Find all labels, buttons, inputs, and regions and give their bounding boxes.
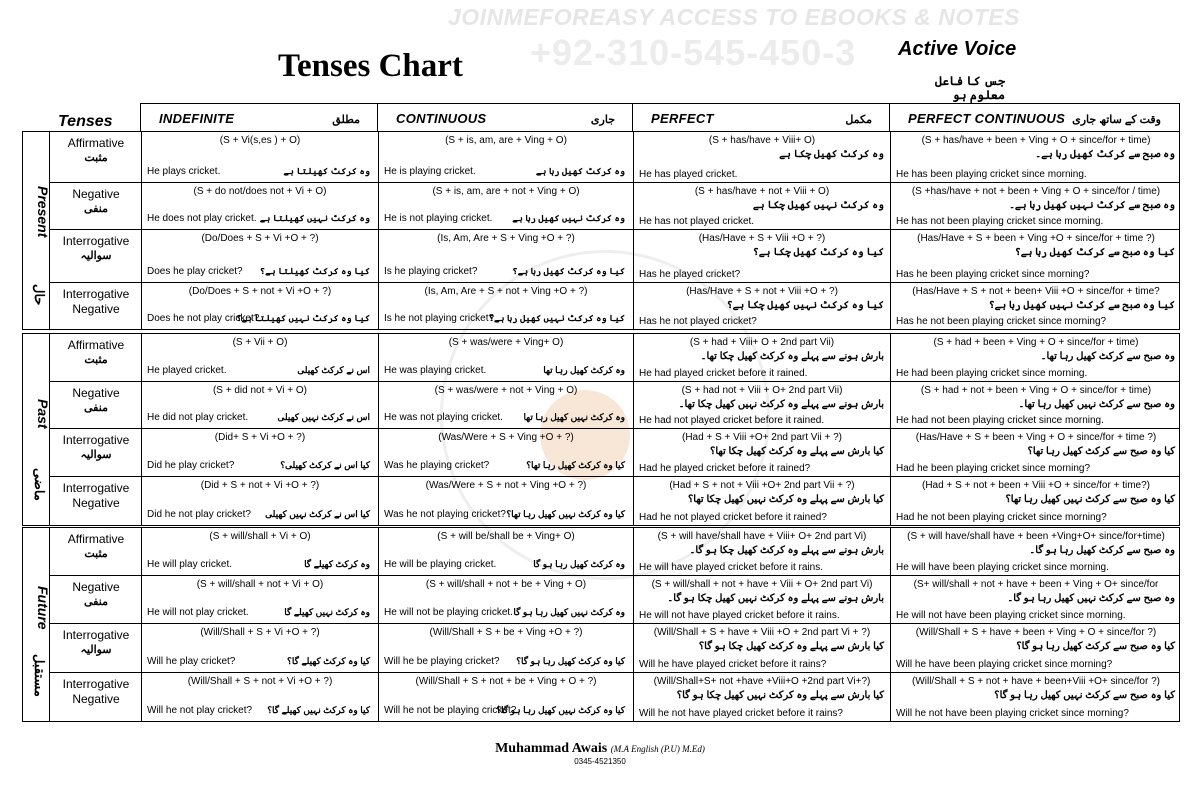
- tense-cell: [141, 283, 378, 329]
- example-urdu: وہ کرکٹ نہیں کھیل رہا ہے: [512, 213, 625, 223]
- sentence-type-label: Interrogative Negative: [62, 677, 130, 706]
- watermark-text: JOINMEFOREASY ACCESS TO EBOOKS & NOTES: [448, 4, 1020, 30]
- sentence-type: [49, 673, 142, 721]
- example-sentence: He has not played cricket.: [639, 216, 755, 227]
- formula: (Will/Shall + S + be + Ving +O + ?): [429, 627, 583, 638]
- tense-group-urdu: ماضی: [32, 468, 47, 501]
- column-header-urdu: مطلق: [332, 114, 360, 126]
- formula: (S + is, am, are + Ving + O): [445, 135, 567, 146]
- tense-cell: [141, 183, 378, 229]
- sentence-type-label: Negative: [72, 580, 120, 594]
- tense-cell: [633, 334, 890, 381]
- example-urdu: وہ صبح سے کرکٹ نہیں کھیل رہا تھا۔: [1018, 399, 1175, 410]
- tense-cell: [141, 528, 378, 575]
- formula: (Will/Shall + S + not + be + Ving + O + ?): [415, 676, 597, 687]
- example-sentence: Will he have been playing cricket since morning?: [896, 659, 1113, 670]
- example-urdu: وہ صبح سے کرکٹ نہیں کھیل رہا ہے۔: [1009, 200, 1175, 211]
- sentence-type: [49, 334, 142, 381]
- tense-cell: [890, 183, 1181, 229]
- sentence-type-label: Negative: [72, 187, 120, 201]
- tense-cell: [141, 132, 378, 182]
- author-name: Muhammad Awais: [495, 741, 608, 756]
- tense-cell: [378, 283, 633, 329]
- example-sentence: Had he not played cricket before it rained?: [639, 512, 827, 523]
- column-header-urdu: جاری: [590, 114, 615, 126]
- example-sentence: He will play cricket.: [147, 559, 233, 570]
- tense-block-future: [22, 527, 1180, 722]
- sentence-type-label: Affirmative: [67, 338, 125, 352]
- example-sentence: He did not play cricket.: [147, 412, 249, 423]
- formula: (Was/Were + S + Ving +O + ?): [438, 432, 574, 443]
- formula: (Will/Shall + S + not + have + been+Viii +O+ since/for ?): [911, 676, 1160, 687]
- tense-cell: [378, 429, 633, 476]
- table-row: [49, 381, 1179, 428]
- example-sentence: Was he not playing cricket?: [384, 509, 506, 520]
- formula: (S + is, am, are + not + Ving + O): [432, 186, 580, 197]
- tense-cell: [378, 132, 633, 182]
- example-urdu: وہ کرکٹ نہیں کھیل چکا ہے: [752, 200, 884, 211]
- example-sentence: He will not play cricket.: [147, 607, 249, 618]
- page-title: Tenses Chart: [278, 48, 463, 84]
- example-urdu: کیا وہ کرکٹ کھیل رہا تھا؟: [526, 460, 625, 470]
- example-urdu: اس نے کرکٹ نہیں کھیلی: [277, 412, 370, 422]
- tense-group-label: [23, 528, 49, 721]
- tense-cell: [378, 334, 633, 381]
- sentence-type-label: Affirmative: [67, 532, 125, 546]
- sentence-type-label: Interrogative Negative: [62, 481, 130, 510]
- tense-cell: [378, 477, 633, 525]
- example-sentence: He was playing cricket.: [384, 365, 487, 376]
- example-sentence: He will be playing cricket.: [384, 559, 497, 570]
- example-urdu: کیا وہ کرکٹ کھیل چکا ہے؟: [752, 247, 884, 258]
- formula: (Will/Shall + S + Vi +O + ?): [200, 627, 320, 638]
- column-header-1: [377, 103, 633, 131]
- sentence-type: [49, 132, 142, 182]
- table-row: [49, 672, 1179, 721]
- example-sentence: Had he been playing cricket since morning?: [896, 463, 1090, 474]
- formula: (Was/Were + S + not + Ving +O + ?): [425, 480, 587, 491]
- sentence-type-urdu: مثبت: [84, 152, 108, 164]
- formula: (S + will be/shall be + Ving+ O): [437, 531, 575, 542]
- tense-cell: [378, 183, 633, 229]
- formula: (S + was/were + not + Ving + O): [434, 385, 578, 396]
- example-urdu: بارش ہونے سے پہلے وہ کرکٹ نہیں کھیل چکا تھا۔: [678, 399, 884, 410]
- tense-cell: [633, 429, 890, 476]
- table-row: [49, 476, 1179, 525]
- example-sentence: He was not playing cricket.: [384, 412, 503, 423]
- tense-cell: [378, 673, 633, 721]
- sentence-type: [49, 283, 142, 329]
- tense-cell: [890, 624, 1181, 672]
- tense-cell: [633, 230, 890, 282]
- tense-cell: [378, 230, 633, 282]
- example-sentence: He played cricket.: [147, 365, 227, 376]
- example-urdu: کیا وہ کرکٹ نہیں کھیلتا ہے؟: [236, 313, 370, 323]
- voice-heading: Active Voice: [898, 38, 1017, 60]
- formula: (Will/Shall + S + not + Vi +O + ?): [187, 676, 333, 687]
- sentence-type: [49, 382, 142, 428]
- tense-cell: [633, 624, 890, 672]
- example-urdu: کیا وہ کرکٹ کھیل رہا ہو گا؟: [516, 656, 625, 666]
- example-urdu: وہ کرکٹ کھیلتا ہے: [283, 166, 370, 176]
- example-sentence: He has been playing cricket since morning.: [896, 169, 1087, 180]
- tense-cell: [633, 183, 890, 229]
- sentence-type-label: Interrogative Negative: [62, 287, 130, 316]
- tense-cell: [141, 673, 378, 721]
- example-urdu: وہ کرکٹ نہیں کھیلے گا: [284, 607, 370, 617]
- example-sentence: Has he been playing cricket since morning?: [896, 269, 1090, 280]
- formula: (S + do not/does not + Vi + O): [193, 186, 327, 197]
- example-urdu: وہ صبح سے کرکٹ کھیل رہا ہے۔: [1035, 149, 1175, 160]
- example-sentence: Is he playing cricket?: [384, 266, 478, 277]
- formula: (Has/Have + S + not + Viii +O + ?): [686, 286, 838, 297]
- tense-cell: [141, 230, 378, 282]
- sentence-type: [49, 183, 142, 229]
- tense-cell: [890, 132, 1181, 182]
- sentence-type: [49, 230, 142, 282]
- example-urdu: وہ کرکٹ نہیں کھیل رہا تھا: [523, 412, 625, 422]
- example-sentence: Was he playing cricket?: [384, 460, 490, 471]
- formula: (S + had + not + been + Ving + O + since/for + time): [920, 385, 1152, 396]
- tense-group-label: [23, 132, 49, 329]
- tense-cell: [633, 528, 890, 575]
- example-urdu: کیا وہ کرکٹ نہیں کھیل رہا ہے؟: [488, 313, 625, 323]
- column-header-2: [632, 103, 890, 131]
- tense-group-urdu: حال: [32, 283, 47, 305]
- example-sentence: Will he not be playing cricket?: [384, 705, 517, 716]
- example-urdu: کیا بارش سے پہلے وہ کرکٹ نہیں کھیل چکا ہو گا؟: [676, 690, 884, 701]
- formula: (Has/Have + S + been + Ving + O + since/for + time ?): [915, 432, 1157, 443]
- formula: (Had + S + not + been + Viii +O + since/for + time?): [922, 480, 1150, 491]
- tense-block-present: [22, 131, 1180, 330]
- example-sentence: He had played cricket before it rained.: [639, 368, 808, 379]
- tense-group-label: [23, 334, 49, 525]
- column-header-0: [140, 103, 378, 131]
- formula: (S + had + been + Ving + O + since/for + time): [933, 337, 1139, 348]
- example-sentence: Does he play cricket?: [147, 266, 243, 277]
- formula: (S + has/have + Viii+ O): [708, 135, 816, 146]
- formula: (S + will/shall + not + have + Viii + O+ 2nd part Vi): [651, 579, 873, 590]
- example-sentence: Did he play cricket?: [147, 460, 235, 471]
- tense-cell: [141, 334, 378, 381]
- example-urdu: بارش ہونے سے پہلے وہ کرکٹ کھیل چکا ہو گا۔: [689, 545, 884, 556]
- tense-cell: [890, 382, 1181, 428]
- example-urdu: بارش ہونے سے پہلے وہ کرکٹ کھیل چکا تھا۔: [700, 351, 884, 362]
- formula: (Has/Have + S + Viii +O + ?): [698, 233, 826, 244]
- example-sentence: Has he not been playing cricket since morning?: [896, 316, 1107, 327]
- example-urdu: وہ کرکٹ نہیں کھیل رہا ہو گا: [513, 607, 625, 617]
- table-row: [49, 334, 1179, 381]
- example-urdu: کیا وہ کرکٹ کھیلتا ہے؟: [259, 266, 370, 276]
- tense-group-name: Past: [35, 399, 51, 429]
- table-row: [49, 528, 1179, 575]
- example-sentence: Does he not play cricket?: [147, 313, 260, 324]
- tense-cell: [141, 382, 378, 428]
- example-urdu: کیا بارش سے پہلے وہ کرکٹ کھیل چکا تھا؟: [710, 446, 884, 457]
- tense-cell: [141, 576, 378, 623]
- example-urdu: وہ صبح سے کرکٹ کھیل رہا تھا۔: [1040, 351, 1175, 362]
- example-urdu: کیا اس نے کرکٹ نہیں کھیلی: [265, 509, 370, 519]
- table-row: [49, 428, 1179, 476]
- example-urdu: کیا وہ کرکٹ نہیں کھیل رہا ہو گا؟: [496, 705, 625, 715]
- formula: (Had + S + not + Viii +O+ 2nd part Vii + ?): [669, 480, 855, 491]
- sentence-type-label: Affirmative: [67, 136, 125, 150]
- example-urdu: کیا وہ صبح سے کرکٹ کھیل رہا ہو گا؟: [1016, 641, 1175, 652]
- example-sentence: Did he not play cricket?: [147, 509, 251, 520]
- formula: (Did+ S + Vi +O + ?): [214, 432, 306, 443]
- table-row: [49, 132, 1179, 182]
- example-urdu: کیا اس نے کرکٹ کھیلی؟: [280, 460, 370, 470]
- example-urdu: بارش ہونے سے پہلے وہ کرکٹ نہیں کھیل چکا ہو گا۔: [667, 593, 884, 604]
- tense-cell: [141, 477, 378, 525]
- example-urdu: کیا بارش سے پہلے وہ کرکٹ کھیل چکا ہو گا؟: [698, 641, 884, 652]
- formula: (S + will have/shall have + been +Ving+O+ since/for+time): [907, 531, 1165, 542]
- formula: (S + was/were + Ving+ O): [448, 337, 564, 348]
- example-urdu: کیا وہ صبح سے کرکٹ کھیل رہا ہے؟: [1014, 247, 1175, 258]
- formula: (S + had + Viii+ O + 2nd part Vii): [689, 337, 835, 348]
- sentence-type-urdu: سوالیہ: [80, 250, 112, 262]
- example-sentence: Will he play cricket?: [147, 656, 236, 667]
- tense-group-name: Present: [35, 186, 51, 238]
- formula: (S + did not + Vi + O): [212, 385, 308, 396]
- example-sentence: He had not played cricket before it rained.: [639, 415, 825, 426]
- formula: (Has/Have + S + not + been+ Viii +O + since/for + time?: [912, 286, 1160, 297]
- example-urdu: وہ کرکٹ کھیل رہا ہے: [535, 166, 625, 176]
- tense-cell: [633, 477, 890, 525]
- tense-cell: [633, 132, 890, 182]
- formula: (Has/Have + S + been + Ving +O + since/for + time ?): [917, 233, 1155, 244]
- formula: (S + will/shall + not + Vi + O): [196, 579, 324, 590]
- example-urdu: کیا بارش سے پہلے وہ کرکٹ نہیں کھیل چکا تھا؟: [687, 494, 884, 505]
- example-urdu: وہ کرکٹ کھیل چکا ہے: [779, 149, 884, 160]
- formula: (S + has/have + been + Ving + O + since/for + time): [921, 135, 1151, 146]
- example-sentence: Will he not have been playing cricket since morning?: [896, 708, 1129, 719]
- tense-block-past: [22, 333, 1180, 526]
- example-sentence: He will have played cricket before it rains.: [639, 562, 823, 573]
- sentence-type-urdu: مثبت: [84, 354, 108, 366]
- example-urdu: وہ کرکٹ کھیلے گا: [304, 559, 370, 569]
- example-sentence: He plays cricket.: [147, 166, 221, 177]
- tense-cell: [378, 576, 633, 623]
- formula: (S + has/have + not + Viii + O): [694, 186, 830, 197]
- example-sentence: He will not have played cricket before it rains.: [639, 610, 840, 621]
- sentence-type-urdu: مثبت: [84, 548, 108, 560]
- sentence-type-urdu: منفی: [84, 402, 108, 414]
- tense-cell: [890, 429, 1181, 476]
- formula: (Had + S + Viii +O+ 2nd part Vii + ?): [682, 432, 842, 443]
- sentence-type: [49, 624, 142, 672]
- sentence-type: [49, 477, 142, 525]
- example-sentence: He had not been playing cricket since morning.: [896, 415, 1104, 426]
- sentence-type-urdu: سوالیہ: [80, 644, 112, 656]
- formula: (S + will/shall + Vi + O): [209, 531, 311, 542]
- table-row: [49, 282, 1179, 329]
- voice-heading-urdu: جس کا فاعل معلوم ہو: [935, 74, 1005, 102]
- author-line: [0, 741, 1200, 757]
- tense-cell: [378, 624, 633, 672]
- column-header-label: PERFECT: [651, 111, 714, 126]
- example-urdu: کیا وہ کرکٹ نہیں کھیل چکا ہے؟: [726, 300, 884, 311]
- table-row: [49, 623, 1179, 672]
- formula: (S + Vii + O): [232, 337, 288, 348]
- example-urdu: کیا وہ کرکٹ کھیلے گا؟: [287, 656, 370, 666]
- example-urdu: وہ صبح سے کرکٹ نہیں کھیل رہا ہو گا۔: [1007, 593, 1175, 604]
- example-sentence: Will he not have played cricket before it rains?: [639, 708, 843, 719]
- sentence-type: [49, 576, 142, 623]
- table-row: [49, 575, 1179, 623]
- tense-group-urdu: مستقبل: [32, 654, 47, 697]
- sentence-type-label: Negative: [72, 386, 120, 400]
- formula: (Will/Shall + S + have + Viii +O + 2nd part Vi + ?): [653, 627, 871, 638]
- formula: (S +has/have + not + been + Ving + O + since/for / time): [911, 186, 1161, 197]
- sentence-type-urdu: سوالیہ: [80, 449, 112, 461]
- example-urdu: وہ کرکٹ کھیل رہا تھا: [543, 365, 625, 375]
- example-sentence: Has he not played cricket?: [639, 316, 757, 327]
- tense-cell: [633, 673, 890, 721]
- author-degree: (M.A English (P.U) M.Ed): [610, 744, 705, 754]
- column-header-3: [889, 103, 1180, 131]
- formula: (Is, Am, Are + S + Ving +O + ?): [437, 233, 575, 244]
- tense-cell: [141, 624, 378, 672]
- example-urdu: کیا وہ صبح سے کرکٹ نہیں کھیل رہا تھا؟: [1005, 494, 1175, 505]
- formula: (S+ will/shall + not + have + been + Ving + O+ since/for: [913, 579, 1159, 590]
- tense-cell: [378, 528, 633, 575]
- formula: (S + had not + Viii + O+ 2nd part Vii): [681, 385, 843, 396]
- tense-group-name: Future: [35, 586, 51, 630]
- formula: (Do/Does + S + Vi +O + ?): [201, 233, 319, 244]
- tense-cell: [890, 673, 1181, 721]
- tense-cell: [141, 429, 378, 476]
- example-urdu: کیا وہ کرکٹ نہیں کھیلے گا؟: [267, 705, 370, 715]
- example-sentence: He will not have been playing cricket since morning.: [896, 610, 1126, 621]
- watermark-phone: +92-310-545-450-3: [530, 32, 857, 73]
- tense-cell: [890, 576, 1181, 623]
- tense-cell: [378, 382, 633, 428]
- tense-cell: [633, 382, 890, 428]
- tense-cell: [890, 477, 1181, 525]
- example-sentence: Had he not been playing cricket since morning?: [896, 512, 1107, 523]
- example-sentence: Will he be playing cricket?: [384, 656, 500, 667]
- example-sentence: Had he played cricket before it rained?: [639, 463, 811, 474]
- sentence-type-label: Interrogative: [62, 433, 130, 447]
- sentence-type-urdu: منفی: [84, 596, 108, 608]
- formula: (Did + S + not + Vi +O + ?): [200, 480, 320, 491]
- example-urdu: کیا وہ کرکٹ نہیں کھیل رہا تھا؟: [506, 509, 625, 519]
- sentence-type-label: Interrogative: [62, 234, 130, 248]
- example-urdu: کیا وہ کرکٹ کھیل رہا ہے؟: [512, 266, 625, 276]
- author-phone: 0345-4521350: [574, 757, 626, 766]
- example-sentence: Is he not playing cricket?: [384, 313, 495, 324]
- example-urdu: کیا وہ صبح سے کرکٹ کھیل رہا تھا؟: [1027, 446, 1175, 457]
- column-header-label: CONTINUOUS: [396, 111, 487, 126]
- column-header-urdu: مکمل: [845, 114, 872, 126]
- example-sentence: Will he not play cricket?: [147, 705, 253, 716]
- tense-cell: [890, 283, 1181, 329]
- example-urdu: وہ کرکٹ کھیل رہا ہو گا: [533, 559, 625, 569]
- example-sentence: He is not playing cricket.: [384, 213, 493, 224]
- formula: (S + Vi(s,es ) + O): [219, 135, 301, 146]
- column-header-label: PERFECT CONTINUOUS: [908, 111, 1066, 126]
- example-sentence: He has not been playing cricket since morning.: [896, 216, 1104, 227]
- example-sentence: He will not be playing cricket.: [384, 607, 513, 618]
- column-header-urdu: وقت کے ساتھ جاری: [1072, 114, 1161, 126]
- column-header-label: INDEFINITE: [159, 111, 235, 126]
- example-sentence: He had been playing cricket since morning.: [896, 368, 1088, 379]
- tense-cell: [633, 576, 890, 623]
- example-urdu: کیا وہ صبح سے کرکٹ نہیں کھیل رہا ہو گا؟: [994, 690, 1175, 701]
- tense-cell: [633, 283, 890, 329]
- formula: (Will/Shall+S+ not +have +Viii+O +2nd part Vi+?): [653, 676, 871, 687]
- example-sentence: He has played cricket.: [639, 169, 738, 180]
- example-urdu: وہ صبح سے کرکٹ کھیل رہا ہو گا۔: [1029, 545, 1175, 556]
- example-sentence: He is playing cricket.: [384, 166, 476, 177]
- formula: (Do/Does + S + not + Vi +O + ?): [188, 286, 332, 297]
- tense-cell: [890, 230, 1181, 282]
- example-sentence: He does not play cricket.: [147, 213, 257, 224]
- sentence-type-urdu: منفی: [84, 203, 108, 215]
- tense-cell: [890, 528, 1181, 575]
- example-sentence: Has he played cricket?: [639, 269, 741, 280]
- formula: (Is, Am, Are + S + not + Ving +O + ?): [424, 286, 588, 297]
- formula: (Will/Shall + S + have + been + Ving + O + since/for ?): [915, 627, 1157, 638]
- example-urdu: وہ کرکٹ نہیں کھیلتا ہے: [259, 213, 370, 223]
- sentence-type: [49, 528, 142, 575]
- table-row: [49, 229, 1179, 282]
- table-row: [49, 182, 1179, 229]
- example-urdu: اس نے کرکٹ کھیلی: [297, 365, 370, 375]
- tenses-label: Tenses: [58, 113, 113, 130]
- tense-cell: [890, 334, 1181, 381]
- example-sentence: Will he have played cricket before it rains?: [639, 659, 827, 670]
- example-sentence: He will have been playing cricket since morning.: [896, 562, 1109, 573]
- formula: (S + will/shall + not + be + Ving + O): [425, 579, 587, 590]
- example-urdu: کیا وہ صبح سے کرکٹ نہیں کھیل رہا ہے؟: [988, 300, 1175, 311]
- formula: (S + will have/shall have + Viii+ O+ 2nd part Vi): [657, 531, 867, 542]
- sentence-type: [49, 429, 142, 476]
- sentence-type-label: Interrogative: [62, 628, 130, 642]
